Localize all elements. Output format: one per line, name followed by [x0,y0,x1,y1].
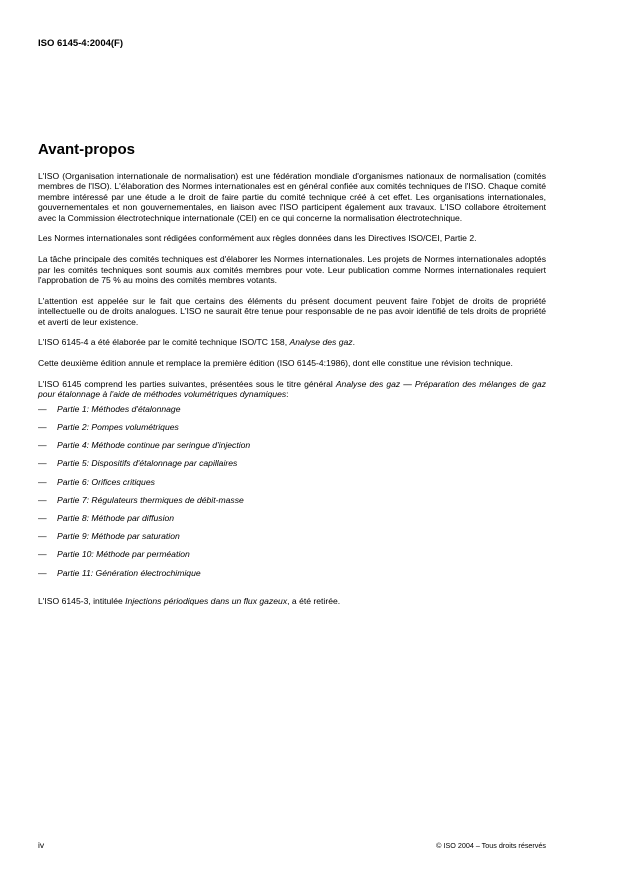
list-item [38,422,546,440]
parts-intro-end: : [286,389,289,400]
part-title: Partie 2: Pompes volumétriques [57,422,179,433]
copyright-notice: © ISO 2004 – Tous droits réservés [436,841,546,850]
list-dash: — [38,458,47,469]
paragraph-parts-intro [38,379,546,400]
paragraph-prepared-by [38,337,546,347]
list-item [38,477,546,495]
list-dash: — [38,512,47,523]
part-title: Partie 1: Méthodes d'étalonnage [57,403,181,414]
list-dash: — [38,494,47,505]
part-title: Partie 6: Orifices critiques [57,476,155,487]
list-item [38,568,546,586]
document-id-header: ISO 6145-4:2004(F) [38,38,124,49]
list-dash: — [38,403,47,414]
list-item [38,440,546,458]
part-title: Partie 7: Régulateurs thermiques de débit-masse [57,494,244,505]
list-dash: — [38,531,47,542]
committee-title: Analyse des gaz [289,337,353,348]
prepared-by-end: . [352,337,355,348]
list-dash: — [38,476,47,487]
paragraph-technical-committees: La tâche principale des comités techniques est d'élaborer les Normes internationales. Les projets de Normes internationales adoptés par les comités techniques sont soumis aux comités membres pour vote. Leur publication comme Normes internationales requiert l'approbation de 75 % au moins des comités membres votants. [38,254,546,286]
page-title: Avant-propos [38,141,135,158]
list-item [38,458,546,476]
page-number: iv [38,840,45,850]
list-item [38,531,546,549]
parts-intro-text: L'ISO 6145 comprend les parties suivantes, présentées sous le titre général [38,379,336,390]
withdrawn-end: , a été retirée. [287,595,341,606]
paragraph-patent-rights: L'attention est appelée sur le fait que certains des éléments du présent document peuvent faire l'objet de droits de propriété intellectuelle ou de droits analogues. L'ISO ne saurait être tenue pour responsable de ne pas avoir identifié de tels droits de propriété et averti de leur existence. [38,295,546,327]
withdrawn-title: Injections périodiques dans un flux gazeux [125,595,288,606]
series-title: Analyse des gaz — Préparation des mélanges de gaz pour étalonnage à l'aide de méthodes volumétriques dynamiques [38,379,546,400]
part-title: Partie 9: Méthode par saturation [57,531,180,542]
list-item [38,549,546,567]
list-item [38,495,546,513]
paragraph-iso-organisation: L'ISO (Organisation internationale de normalisation) est une fédération mondiale d'organismes nationaux de normalisation (comités membres de l'ISO). L'élaboration des Normes internationales est en général confiée aux comités techniques de l'ISO. Chaque comité membre intéressé par une étude a le droit de faire partie du comité technique créé à cet effet. Les organisations internationales, gouvernementales et non gouvernementales, en liaison avec l'ISO participent également aux travaux. L'ISO collabore étroitement avec la Commission électrotechnique internationale (CEI) en ce qui concerne la normalisation électrotechnique. [38,171,546,223]
list-dash: — [38,422,47,433]
paragraph-withdrawn [38,596,546,606]
list-item [38,404,546,422]
part-title: Partie 11: Génération électrochimique [57,567,201,578]
part-title: Partie 8: Méthode par diffusion [57,512,175,523]
paragraph-edition: Cette deuxième édition annule et remplace la première édition (ISO 6145-4:1986), dont elle constitue une révision technique. [38,358,513,369]
list-dash: — [38,440,47,451]
part-title: Partie 5: Dispositifs d'étalonnage par capillaires [57,458,238,469]
part-title: Partie 4: Méthode continue par seringue d'injection [57,440,251,451]
list-item [38,513,546,531]
parts-list [38,404,546,586]
list-dash: — [38,567,47,578]
part-title: Partie 10: Méthode par perméation [57,549,190,560]
list-dash: — [38,549,47,560]
foreword-body [38,171,546,617]
paragraph-directives: Les Normes internationales sont rédigées conformément aux règles données dans les Directives ISO/CEI, Partie 2. [38,233,477,244]
withdrawn-text: L'ISO 6145-3, intitulée [38,595,126,606]
prepared-by-text: L'ISO 6145-4 a été élaborée par le comité technique ISO/TC 158, [38,337,290,348]
